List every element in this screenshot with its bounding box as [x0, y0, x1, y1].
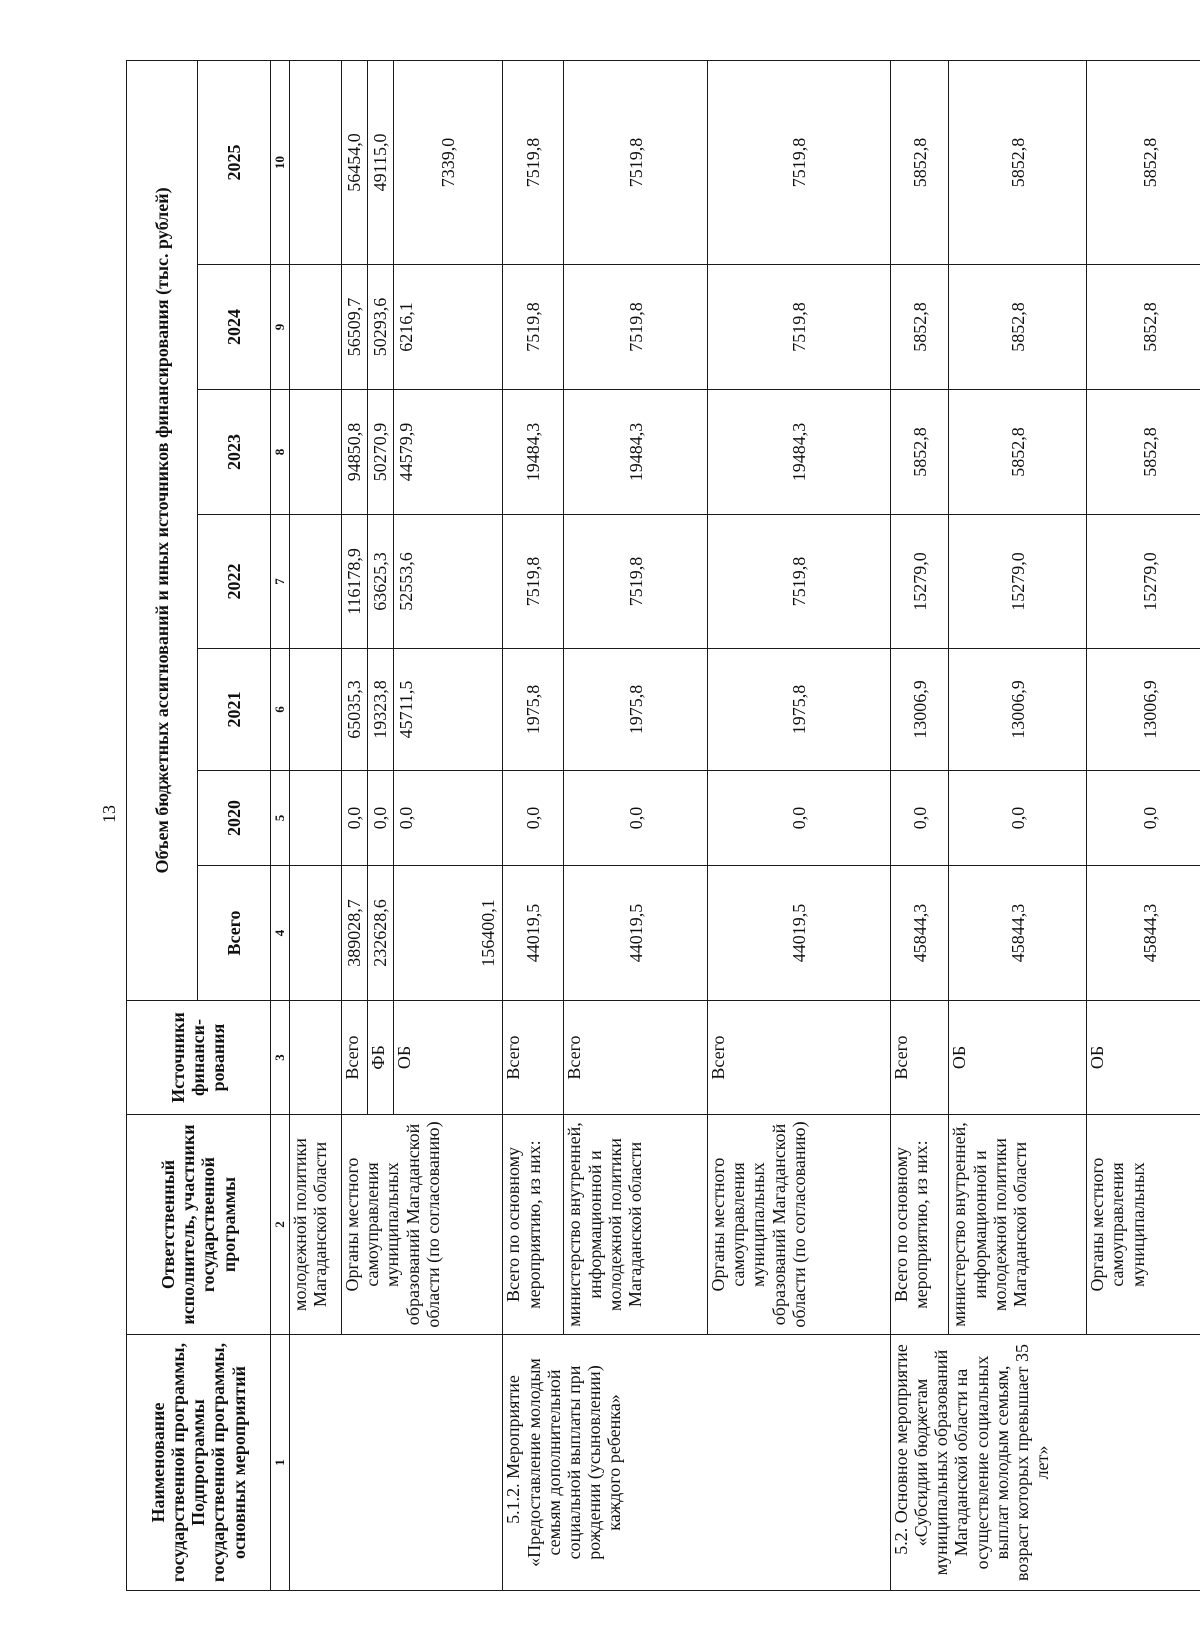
value-cell: 94850,8: [342, 390, 368, 515]
value-cell: 19484,3: [708, 390, 891, 515]
value-cell: 0,0: [949, 771, 1087, 866]
source-cell: [289, 1001, 341, 1115]
value-cell: 0,0: [393, 771, 503, 866]
name-cell: 5.2. Основное мероприятие «Субсидии бюджетам муниципальных образований Магаданской области на осуществление социальных выплат молодым семьям, возраст которых превышает 35 лет»: [890, 1335, 1200, 1591]
column-number: 8: [270, 390, 289, 515]
source-cell: Всего: [342, 1001, 368, 1115]
executor-cell: министерство внутренней, информационной и молодежной политики Магаданской области: [564, 1115, 708, 1335]
value-cell: 44019,5: [564, 866, 708, 1001]
table-row: [503, 60, 564, 1590]
value-cell: 232628,6: [367, 866, 393, 1001]
value-cell: 116178,9: [342, 515, 368, 649]
column-number: 2: [270, 1115, 289, 1335]
value-cell: 5852,8: [949, 390, 1087, 515]
source-cell: Всего: [564, 1001, 708, 1115]
column-number: 7: [270, 515, 289, 649]
source-cell: ФБ: [367, 1001, 393, 1115]
value-cell: 19484,3: [564, 390, 708, 515]
rotated-table-wrapper: [126, 61, 1200, 1591]
executor-cell: Всего по основному мероприятию, из них:: [890, 1115, 949, 1335]
column-number: 1: [270, 1335, 289, 1591]
value-cell: 0,0: [367, 771, 393, 866]
value-cell: 5852,8: [949, 265, 1087, 390]
header-year: 2022: [197, 515, 270, 649]
value-cell: 1975,8: [708, 649, 891, 771]
value-cell: 15279,0: [1087, 515, 1200, 649]
value-cell: [289, 649, 341, 771]
value-cell: 1975,8: [564, 649, 708, 771]
value-cell: 56509,7: [342, 265, 368, 390]
value-cell: 5852,8: [1087, 390, 1200, 515]
value-cell: 45844,3: [1087, 866, 1200, 1001]
value-cell: 5852,8: [1087, 265, 1200, 390]
executor-cell: Органы местного самоуправления муниципальных образований Магаданской области (по согласованию): [708, 1115, 891, 1335]
column-number: 4: [270, 866, 289, 1001]
column-number: 10: [270, 60, 289, 264]
value-cell: 5852,8: [890, 60, 949, 264]
value-cell: 50270,9: [367, 390, 393, 515]
value-cell: 45844,3: [949, 866, 1087, 1001]
column-number: 6: [270, 649, 289, 771]
column-number: 9: [270, 265, 289, 390]
value-cell: 44019,5: [503, 866, 564, 1001]
value-cell: 52553,6: [393, 515, 503, 649]
header-year: 2025: [197, 60, 270, 264]
value-cell: 5852,8: [890, 390, 949, 515]
value-cell: 56454,0: [342, 60, 368, 264]
value-cell: 19323,8: [367, 649, 393, 771]
header-year: 2020: [197, 771, 270, 866]
value-cell: 44019,5: [708, 866, 891, 1001]
value-cell: 44579,9: [393, 390, 503, 515]
executor-cell: Органы местного самоуправления муниципальных: [1087, 1115, 1200, 1335]
value-cell: 5852,8: [890, 265, 949, 390]
value-cell: 50293,6: [367, 265, 393, 390]
column-number: 5: [270, 771, 289, 866]
value-cell: 13006,9: [1087, 649, 1200, 771]
value-cell: [289, 390, 341, 515]
value-cell: 7519,8: [564, 60, 708, 264]
value-cell: [289, 771, 341, 866]
source-cell: Всего: [708, 1001, 891, 1115]
header-funding: Объем бюджетных ассигнований и иных источников финансирования (тыс. рублей): [127, 60, 198, 1000]
column-number: 3: [270, 1001, 289, 1115]
column-number-row: [270, 60, 289, 1590]
value-cell: 63625,3: [367, 515, 393, 649]
value-cell: 6216,1: [393, 265, 503, 390]
value-cell: 7519,8: [503, 515, 564, 649]
value-cell: 156400,1: [393, 866, 503, 1001]
value-cell: 7519,8: [564, 265, 708, 390]
header-year: 2023: [197, 390, 270, 515]
value-cell: 45711,5: [393, 649, 503, 771]
value-cell: 5852,8: [1087, 60, 1200, 264]
header-row-1: [127, 60, 198, 1590]
source-cell: Всего: [503, 1001, 564, 1115]
value-cell: 389028,7: [342, 866, 368, 1001]
value-cell: 7519,8: [708, 265, 891, 390]
header-executor: Ответственный исполнитель, участники государственной программы: [127, 1115, 271, 1335]
value-cell: 7519,8: [503, 60, 564, 264]
value-cell: 7519,8: [564, 515, 708, 649]
value-cell: 7519,8: [503, 265, 564, 390]
name-cell: 5.1.2. Мероприятие «Предоставление молодым семьям дополнительной социальной выплаты при рождении (усыновлении) каждого ребенка»: [503, 1335, 891, 1591]
value-cell: 65035,3: [342, 649, 368, 771]
value-cell: [289, 60, 341, 264]
executor-cell: министерство внутренней, информационной и молодежной политики Магаданской области: [949, 1115, 1087, 1335]
executor-cell: Органы местного самоуправления муниципальных образований Магаданской области (по согласованию): [342, 1115, 503, 1335]
value-cell: 45844,3: [890, 866, 949, 1001]
source-cell: ОБ: [949, 1001, 1087, 1115]
value-cell: 0,0: [342, 771, 368, 866]
header-year: 2021: [197, 649, 270, 771]
source-cell: Всего: [890, 1001, 949, 1115]
source-cell: ОБ: [1087, 1001, 1200, 1115]
value-cell: 0,0: [1087, 771, 1200, 866]
executor-cell: Всего по основному мероприятию, из них:: [503, 1115, 564, 1335]
value-cell: 0,0: [503, 771, 564, 866]
header-year: Всего: [197, 866, 270, 1001]
value-cell: 0,0: [890, 771, 949, 866]
value-cell: 5852,8: [949, 60, 1087, 264]
value-cell: [289, 515, 341, 649]
value-cell: 7519,8: [708, 515, 891, 649]
value-cell: 13006,9: [949, 649, 1087, 771]
value-cell: 7519,8: [708, 60, 891, 264]
value-cell: 0,0: [564, 771, 708, 866]
table-row: [289, 60, 341, 1590]
name-cell: [289, 1335, 503, 1591]
source-cell: ОБ: [393, 1001, 503, 1115]
value-cell: 0,0: [708, 771, 891, 866]
value-cell: 7339,0: [393, 60, 503, 264]
value-cell: [289, 866, 341, 1001]
header-year: 2024: [197, 265, 270, 390]
table-row: [890, 60, 949, 1590]
value-cell: [289, 265, 341, 390]
value-cell: 15279,0: [949, 515, 1087, 649]
header-name: Наименование государственной программы, Подпрограммы государственной программы, основных мероприятий: [127, 1335, 271, 1591]
value-cell: 19484,3: [503, 390, 564, 515]
value-cell: 49115,0: [367, 60, 393, 264]
executor-cell: молодежной политики Магаданской области: [289, 1115, 341, 1335]
budget-table: [126, 60, 1200, 1591]
header-source: Источники финанси-рования: [127, 1001, 271, 1115]
value-cell: 13006,9: [890, 649, 949, 771]
value-cell: 1975,8: [503, 649, 564, 771]
page-number: 13: [99, 805, 119, 823]
value-cell: 15279,0: [890, 515, 949, 649]
